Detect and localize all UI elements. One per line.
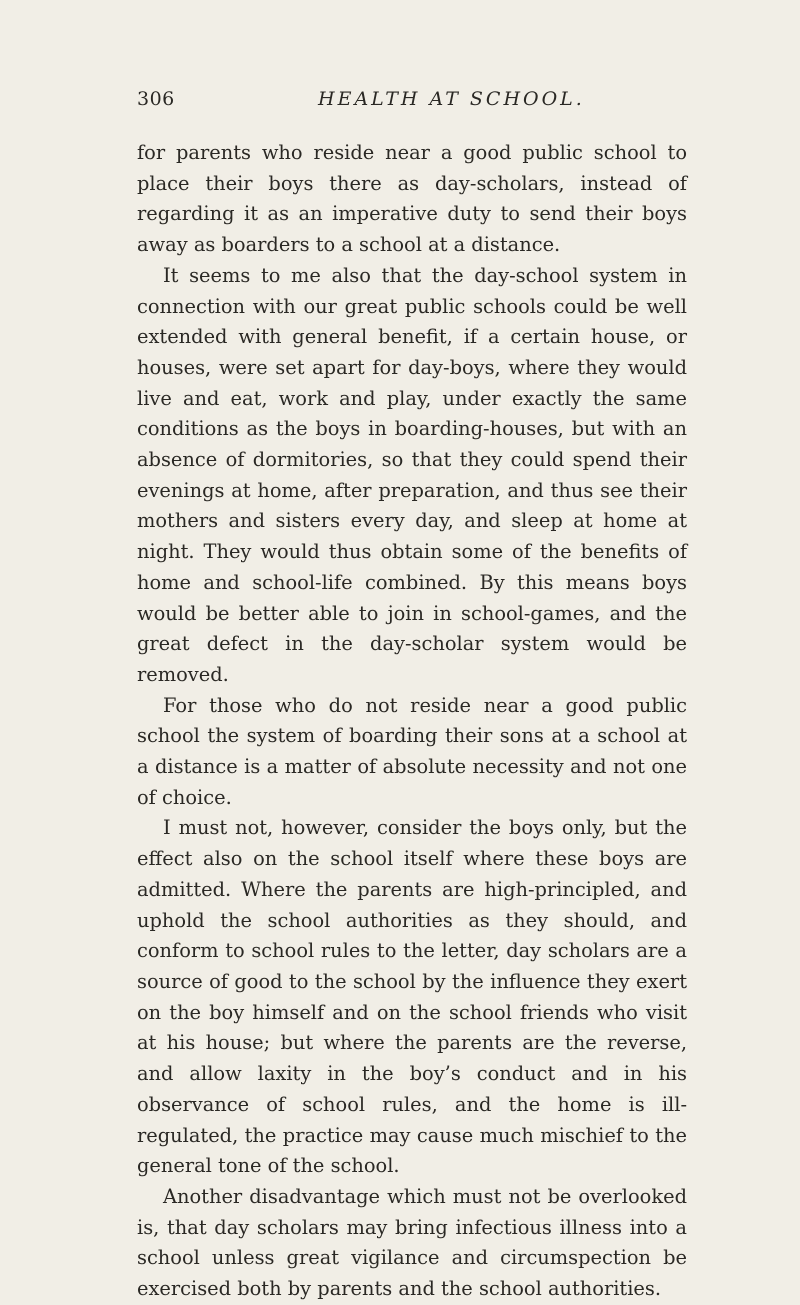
paragraph-2: It seems to me also that the day-school system in connection with our great public schools could be well extended with general benefit, if a certain house, or houses, were set apart for day-boys, where they would live and eat, work and play, under exactly the same conditions as the boys in boarding-houses, but with an absence of dormitories, so that they could spend their evenings at home, after preparation, and thus see their mothers and sisters every day, and sleep at home at night. They would thus obtain some of the benefits of home and school-life combined. By this means boys would be better able to join in school-games, and the great defect in the day-scholar system would be removed. (137, 263, 687, 686)
paragraph-3: For those who do not reside near a good public school the system of boarding their sons at a school at a distance is a matter of absolute necessity and not one of choice. (137, 693, 687, 809)
paragraph-5: Another disadvantage which must not be overlooked is, that day scholars may bring infectious illness into a school unless great vigilance and circumspection be exercised both by parents and the school authorities. (137, 1184, 687, 1301)
body-text (137, 138, 687, 1305)
paragraph-4: I must not, however, consider the boys only, but the effect also on the school itself where these boys are admitted. Where the parents are high-principled, and uphold the school authorities as they should, and conform to school rules to the letter, day scholars are a source of good to the school by the influence they exert on the boy himself and on the school friends who visit at his house; but where the parents are the reverse, and allow laxity in the boy’s conduct and in his observance of school rules, and the home is ill-regulated, the practice may cause much mischief to the general tone of the school. (137, 816, 687, 1178)
running-head-title: HEALTH AT SCHOOL. (318, 88, 585, 110)
running-head (137, 88, 697, 118)
paragraph-1: for parents who reside near a good public school to place their boys there as day-scholars, instead of regarding it as an imperative duty to send their boys away as boarders to a school at a distance. (137, 141, 687, 257)
page-number: 306 (137, 88, 175, 110)
